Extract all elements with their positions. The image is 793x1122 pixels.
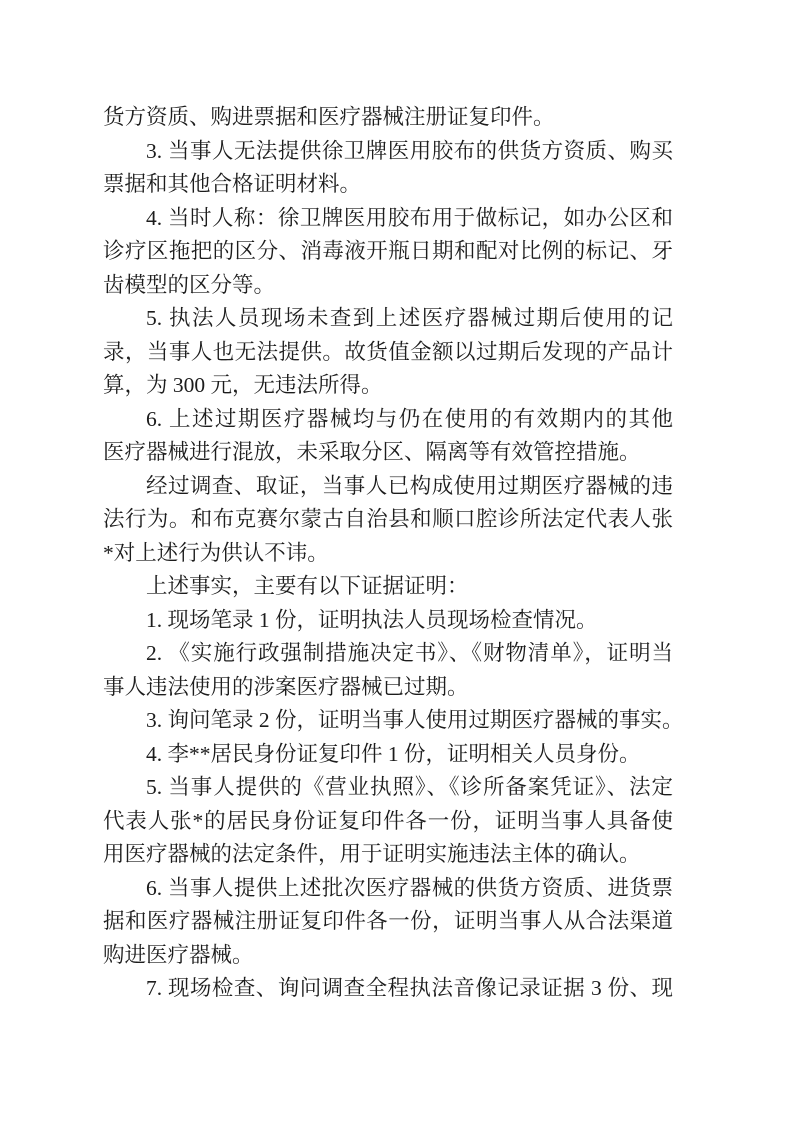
document-body-text: [103, 101, 684, 1006]
paragraph: [103, 101, 673, 135]
text-line: *对上述行为供认不讳。: [103, 540, 329, 565]
text-line: 3. 询问笔录 2 份，证明当事人使用过期医疗器械的事实。: [146, 708, 684, 732]
text-line: 6. 当事人提供上述批次医疗器械的供货方资质、进货票: [146, 875, 673, 900]
paragraph: [103, 403, 673, 470]
text-line: 据和医疗器械注册证复印件各一份，证明当事人从合法渠道: [103, 909, 673, 933]
text-line: 齿模型的区分等。: [103, 272, 276, 297]
text-line: 3. 当事人无法提供徐卫牌医用胶布的供货方资质、购买: [146, 138, 673, 163]
paragraph: [103, 872, 673, 973]
text-line: 7. 现场检查、询问调查全程执法音像记录证据 3 份、现: [146, 976, 673, 1000]
text-line: 购进医疗器械。: [103, 942, 254, 967]
text-line: 代表人张*的居民身份证复印件各一份，证明当事人具备使: [103, 808, 673, 833]
text-line: 票据和其他合格证明材料。: [103, 172, 362, 196]
paragraph: [103, 637, 673, 704]
text-line: 4. 李**居民身份证复印件 1 份，证明相关人员身份。: [146, 741, 641, 766]
paragraph: [103, 470, 673, 571]
text-line: 医疗器械进行混放，未采取分区、隔离等有效管控措施。: [103, 440, 641, 464]
text-line: 诊疗区拖把的区分、消毒液开瓶日期和配对比例的标记、牙: [103, 239, 673, 263]
paragraph: [103, 202, 673, 303]
text-line: 货方资质、购进票据和医疗器械注册证复印件。: [103, 105, 555, 129]
paragraph: [103, 570, 673, 604]
text-line: 4. 当时人称：徐卫牌医用胶布用于做标记，如办公区和: [146, 205, 673, 230]
paragraph: [103, 972, 673, 1006]
paragraph: [103, 704, 684, 738]
text-line: 事人违法使用的涉案医疗器械已过期。: [103, 674, 469, 699]
paragraph: [103, 135, 673, 202]
paragraph: [103, 604, 673, 638]
text-line: 上述事实，主要有以下证据证明：: [146, 574, 469, 598]
text-line: 法行为。和布克赛尔蒙古自治县和顺口腔诊所法定代表人张: [103, 507, 673, 531]
text-line: 6. 上述过期医疗器械均与仍在使用的有效期内的其他: [146, 406, 673, 431]
text-line: 录，当事人也无法提供。故货值金额以过期后发现的产品计: [103, 339, 673, 364]
text-line: 经过调查、取证，当事人已构成使用过期医疗器械的违: [146, 473, 673, 498]
text-line: 5. 执法人员现场未查到上述医疗器械过期后使用的记: [146, 306, 673, 330]
paragraph: [103, 771, 673, 872]
text-line: 1. 现场笔录 1 份，证明执法人员现场检查情况。: [146, 607, 598, 632]
paragraph: [103, 738, 673, 772]
text-line: 用医疗器械的法定条件，用于证明实施违法主体的确认。: [103, 842, 641, 866]
text-line: 2. 《实施行政强制措施决定书》、《财物清单》，证明当: [146, 641, 673, 665]
text-line: 5. 当事人提供的《营业执照》、《诊所备案凭证》、法定: [146, 775, 673, 799]
text-line: 算，为 300 元，无违法所得。: [103, 373, 383, 397]
paragraph: [103, 302, 673, 403]
